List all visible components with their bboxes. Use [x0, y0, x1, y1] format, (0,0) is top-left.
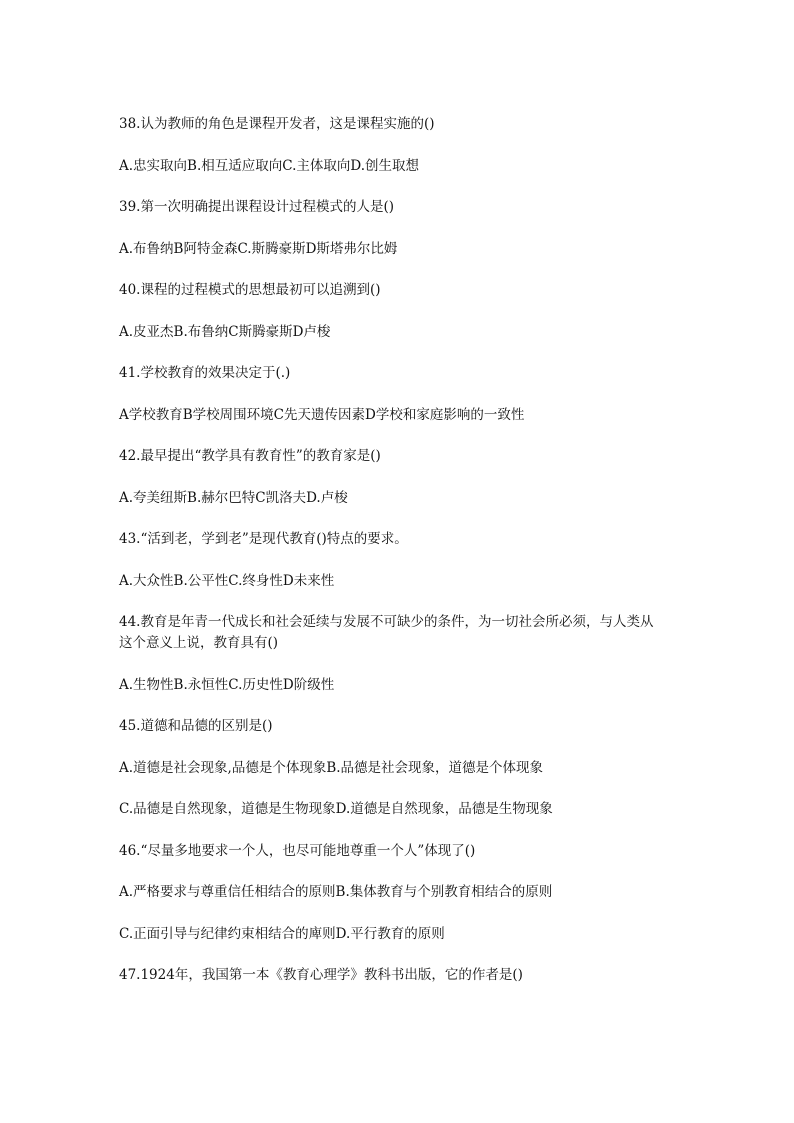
- options-44: A.生物性B.永恒性C.历史性D阶级性: [119, 676, 335, 693]
- options-40: A.皮亚杰B.布鲁纳C斯腾豪斯D卢梭: [119, 323, 331, 340]
- options-41: A学校教育B学校周围环境C先天遗传因素D学校和家庭影响的一致性: [119, 406, 525, 423]
- question-38: 38.认为教师的角色是课程开发者，这是课程实施的(): [119, 116, 435, 132]
- options-46-ab: A.严格要求与尊重信任相结合的原则B.集体教育与个别教育相结合的原则: [119, 884, 553, 900]
- options-42: A.夸美纽斯B.赫尔巴特C凯洛夫D.卢梭: [119, 489, 348, 506]
- question-45: 45.道德和品德的区别是(): [119, 718, 273, 734]
- question-44-line-1: 44.教育是年青一代成长和社会延续与发展不可缺少的条件，为一切社会所必须，与人类从: [119, 614, 654, 630]
- question-39: 39.第一次明确提出课程设计过程模式的人是(): [119, 199, 395, 215]
- question-44-line-2: 这个意义上说，教育具有(): [119, 635, 279, 651]
- options-46-cd: C.正面引导与纪律约束相结合的庳则D.平行教育的原则: [119, 925, 445, 942]
- question-40: 40.课程的过程模式的思想最初可以追溯到(): [119, 282, 381, 298]
- document-body: [119, 114, 679, 1007]
- options-38: A.忠实取向B.相互适应取向C.主体取向D.创生取想: [119, 157, 420, 174]
- options-39: A.布鲁纳B阿特金森C.斯腾豪斯D斯塔弗尔比姆: [119, 240, 398, 257]
- options-45-ab: A.道德是社会现象,品德是个体现象B.品德是社会现象，道德是个体现象: [119, 759, 544, 776]
- question-46: 46.“尽量多地要求一个人，也尽可能地尊重一个人”体现了(): [119, 842, 476, 859]
- question-47: 47.1924年，我国第一本《教育心理学》教科书出版，它的作者是(): [119, 967, 523, 983]
- options-43: A.大众性B.公平性C.终身性D未来性: [119, 572, 335, 589]
- question-43: 43.“活到老，学到老”是现代教育()特点的要求。: [119, 531, 408, 547]
- question-42: 42.最早提出“教学具有教育性”的教育家是(): [119, 448, 381, 464]
- options-45-cd: C.品德是自然现象，道德是生物现象D.道德是自然现象，品德是生物现象: [119, 801, 553, 817]
- question-41: 41.学校教育的效果决定于(.): [119, 365, 291, 381]
